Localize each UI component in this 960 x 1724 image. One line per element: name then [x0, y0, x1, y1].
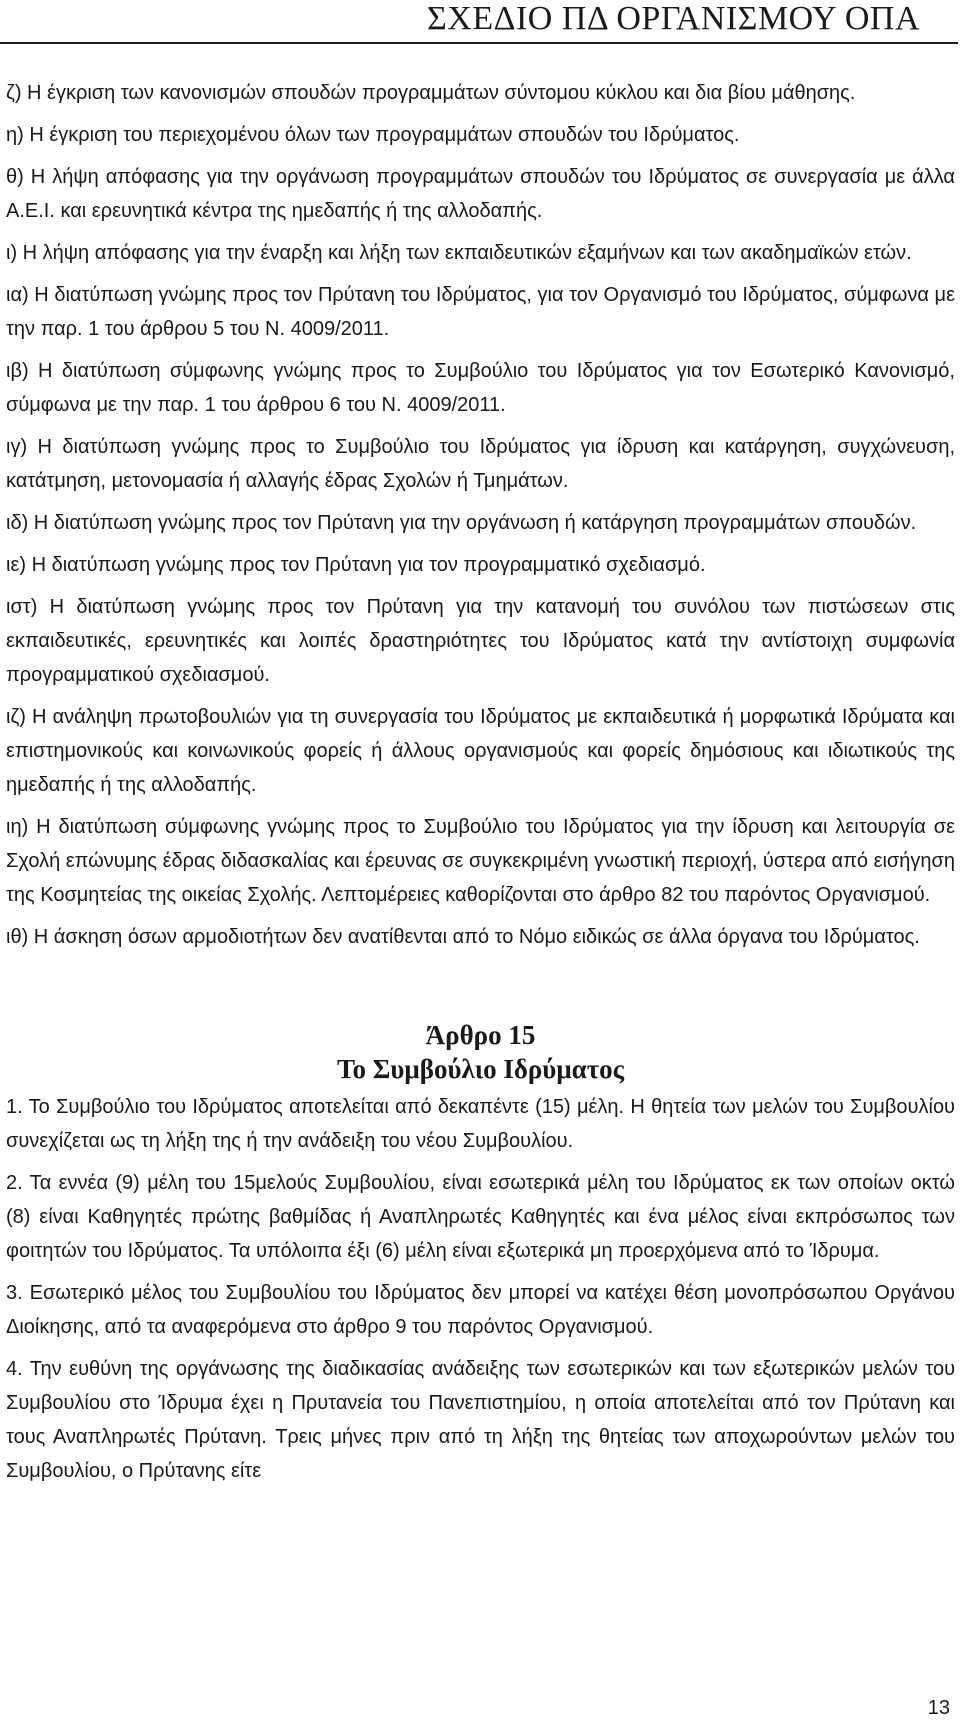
- article-title: Το Συμβούλιο Ιδρύματος: [336, 1054, 625, 1084]
- header-rule: [0, 42, 958, 44]
- list-item: ιβ) Η διατύπωση σύμφωνης γνώμης προς το Συμβούλιο του Ιδρύματος για τον Εσωτερικό Κανονισμό, σύμφωνα με την παρ. 1 του άρθρου 6 του Ν. 4009/2011.: [6, 360, 955, 416]
- list-item: ζ) Η έγκριση των κανονισμών σπουδών προγραμμάτων σύντομου κύκλου και δια βίου μάθησης.: [6, 82, 856, 104]
- article-number: Άρθρο 15: [425, 1020, 536, 1050]
- list-item: ιη) Η διατύπωση σύμφωνης γνώμης προς το Συμβούλιο του Ιδρύματος για την ίδρυση και λειτουργία σε Σχολή επώνυμης έδρας διδασκαλίας και έρευνας σε συγκεκριμένη γνωστική περιοχή, ύστερα από εισήγηση της Κοσμητείας της οικείας Σχολής. Λεπτομέρειες καθορίζονται στο άρθρο 82 του παρόντος Οργανισμού.: [6, 816, 955, 906]
- article-heading: [6, 1018, 955, 1086]
- list-item: ιδ) Η διατύπωση γνώμης προς τον Πρύτανη για την οργάνωση ή κατάργηση προγραμμάτων σπουδών.: [6, 512, 917, 534]
- list-item: ιθ) Η άσκηση όσων αρμοδιοτήτων δεν ανατίθενται από το Νόμο ειδικώς σε άλλα όργανα του Ιδρύματος.: [6, 926, 920, 948]
- article-paragraph: 4. Την ευθύνη της οργάνωσης της διαδικασίας ανάδειξης των εσωτερικών και των εξωτερικών μελών του Συμβουλίου στο Ίδρυμα έχει η Πρυτανεία του Πανεπιστημίου, η οποία αποτελείται από τον Πρύτανη και τους Αναπληρωτές Πρύτανη. Τρεις μήνες πριν από τη λήξη της θητείας των αποχωρούντων μελών του Συμβουλίου, ο Πρύτανης είτε: [6, 1358, 955, 1482]
- page-number: 13: [927, 1697, 950, 1719]
- running-header: ΣΧΕΔΙΟ ΠΔ ΟΡΓΑΝΙΣΜΟΥ ΟΠΑ: [426, 0, 920, 37]
- list-item: ιζ) Η ανάληψη πρωτοβουλιών για τη συνεργασία του Ιδρύματος με εκπαιδευτικά ή μορφωτικά Ιδρύματα και επιστημονικούς και κοινωνικούς φορείς ή άλλους οργανισμούς και φορείς δημόσιους και ιδιωτικούς της ημεδαπής ή της αλλοδαπής.: [6, 706, 955, 796]
- list-item: ιγ) Η διατύπωση γνώμης προς το Συμβούλιο του Ιδρύματος για ίδρυση και κατάργηση, συγχώνευση, κατάτμηση, μετονομασία ή αλλαγής έδρας Σχολών ή Τμημάτων.: [6, 436, 955, 492]
- document-body: [6, 76, 955, 1496]
- list-item: η) Η έγκριση του περιεχομένου όλων των προγραμμάτων σπουδών του Ιδρύματος.: [6, 124, 740, 146]
- article-paragraph: 1. Το Συμβούλιο του Ιδρύματος αποτελείται από δεκαπέντε (15) μέλη. Η θητεία των μελών του Συμβουλίου συνεχίζεται ως τη λήξη της ή την ανάδειξη του νέου Συμβουλίου.: [6, 1096, 955, 1152]
- article-paragraph: 2. Τα εννέα (9) μέλη του 15μελούς Συμβουλίου, είναι εσωτερικά μέλη του Ιδρύματος εκ των οποίων οκτώ (8) είναι Καθηγητές πρώτης βαθμίδας ή Αναπληρωτές Καθηγητές και ένα μέλος είναι εκπρόσωπος των φοιτητών του Ιδρύματος. Τα υπόλοιπα έξι (6) μέλη είναι εξωτερικά μη προερχόμενα από το Ίδρυμα.: [6, 1172, 955, 1262]
- list-item: ια) Η διατύπωση γνώμης προς τον Πρύτανη του Ιδρύματος, για τον Οργανισμό του Ιδρύματος, σύμφωνα με την παρ. 1 του άρθρου 5 του Ν. 4009/2011.: [6, 284, 955, 340]
- list-item: θ) Η λήψη απόφασης για την οργάνωση προγραμμάτων σπουδών του Ιδρύματος σε συνεργασία με άλλα Α.Ε.Ι. και ερευνητικά κέντρα της ημεδαπής ή της αλλοδαπής.: [6, 166, 955, 222]
- list-item: ι) Η λήψη απόφασης για την έναρξη και λήξη των εκπαιδευτικών εξαμήνων και των ακαδημαϊκών ετών.: [6, 242, 912, 264]
- list-item: ιστ) Η διατύπωση γνώμης προς τον Πρύτανη για την κατανομή του συνόλου των πιστώσεων στις εκπαιδευτικές, ερευνητικές και λοιπές δραστηριότητες του Ιδρύματος κατά την αντίστοιχη συμφωνία προγραμματικού σχεδιασμού.: [6, 596, 955, 686]
- article-paragraph: 3. Εσωτερικό μέλος του Συμβουλίου του Ιδρύματος δεν μπορεί να κατέχει θέση μονοπρόσωπου Οργάνου Διοίκησης, από τα αναφερόμενα στο άρθρο 9 του παρόντος Οργανισμού.: [6, 1282, 955, 1338]
- list-item: ιε) Η διατύπωση γνώμης προς τον Πρύτανη για τον προγραμματικό σχεδιασμό.: [6, 554, 706, 576]
